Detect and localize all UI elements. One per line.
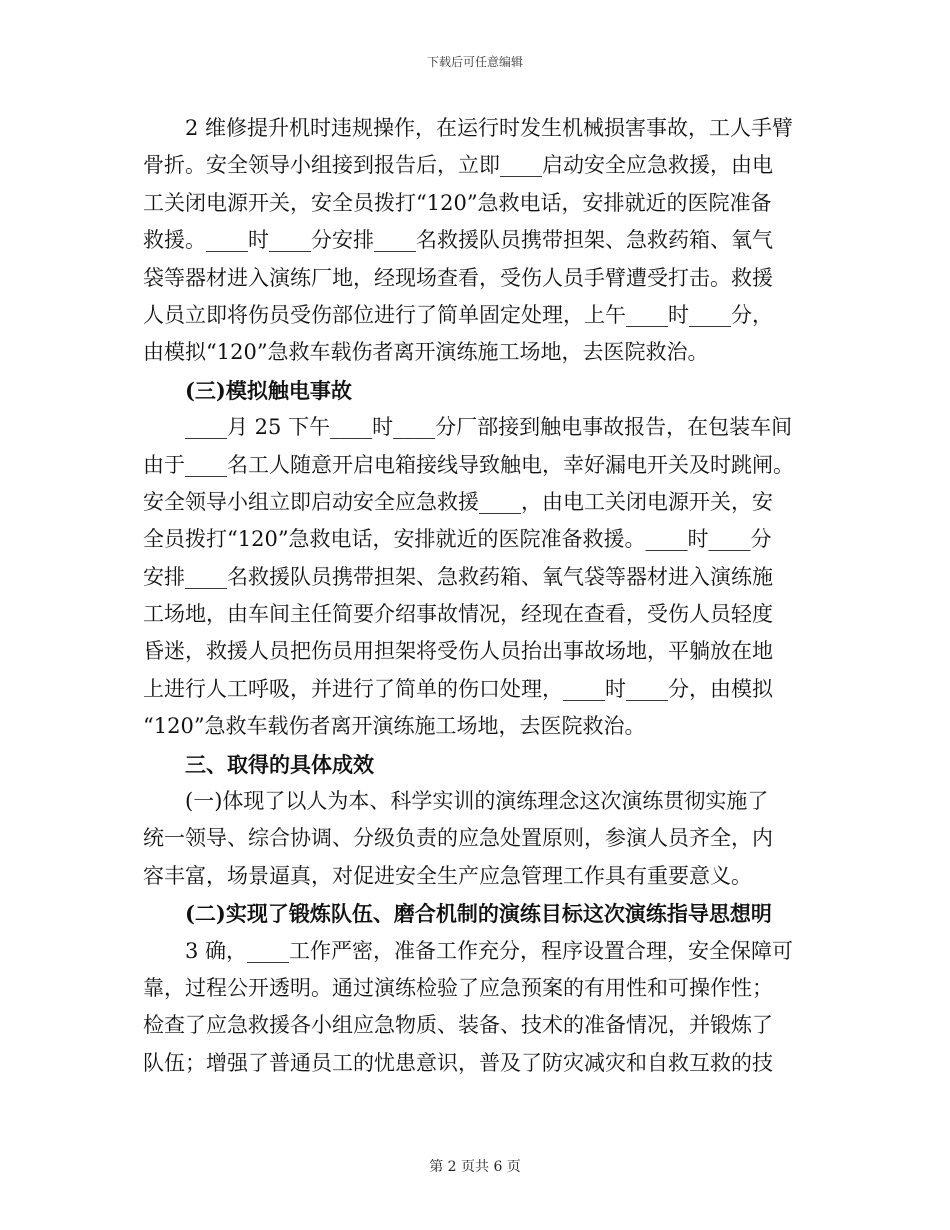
text-line: 上进行人工呼吸，并进行了简单的伤口处理，____时____分，由模拟 bbox=[143, 676, 773, 701]
text-line: 袋等器材进入演练厂地，经现场查看，受伤人员手臂遭受打击。救援 bbox=[143, 265, 773, 290]
text-line: 安全领导小组立即启动安全应急救援____，由电工关闭电源开关，安 bbox=[143, 489, 773, 514]
text-line: 靠，过程公开透明。通过演练检验了应急预案的有用性和可操作性； bbox=[143, 975, 773, 1000]
text-line: 队伍；增强了普通员工的忧患意识，普及了防灾减灾和自救互救的技 bbox=[143, 1050, 773, 1075]
text-line: 工关闭电源开关，安全员拨打“120”急救电话，安排就近的医院准备 bbox=[143, 190, 772, 215]
header-note: 下载后可任意编辑 bbox=[426, 55, 523, 69]
text-line: 安排____名救援队员携带担架、急救药箱、氧气袋等器材进入演练施 bbox=[143, 564, 773, 589]
text-line: 人员立即将伤员受伤部位进行了简单固定处理，上午____时____分， bbox=[143, 302, 773, 327]
text-line: 3 确，____工作严密，准备工作充分，程序设置合理，安全保障可 bbox=[185, 938, 794, 963]
section-heading: (三)模拟触电事故 bbox=[185, 377, 352, 403]
text-line: ____月 25 下午____时____分厂部接到触电事故报告，在包装车间 bbox=[185, 415, 793, 440]
text-line: 救援。____时____分安排____名救援队员携带担架、急救药箱、氧气 bbox=[143, 228, 773, 253]
section-heading: (二)实现了锻炼队伍、磨合机制的演练目标这次演练指导思想明 bbox=[185, 901, 772, 927]
section-heading: 三、取得的具体成效 bbox=[185, 751, 374, 777]
text-line: 由模拟“120”急救车载伤者离开演练施工场地，去医院救治。 bbox=[143, 340, 709, 365]
page-number: 第 2 页共 6 页 bbox=[429, 1159, 521, 1175]
text-line: 全员拨打“120”急救电话，安排就近的医院准备救援。____时____分 bbox=[143, 527, 772, 552]
text-line: 统一领导、综合协调、分级负责的应急处置原则，参演人员齐全，内 bbox=[143, 826, 773, 851]
text-line: 工场地，由车间主任简要介绍事故情况，经现在查看，受伤人员轻度 bbox=[143, 602, 773, 627]
text-line: 昏迷，救援人员把伤员用担架将受伤人员抬出事故场地，平躺放在地 bbox=[143, 639, 773, 664]
text-line: (一)体现了以人为本、科学实训的演练理念这次演练贯彻实施了 bbox=[185, 789, 769, 814]
document-body bbox=[143, 110, 813, 1082]
text-line: “120”急救车载伤者离开演练施工场地，去医院救治。 bbox=[143, 714, 646, 739]
text-line: 骨折。安全领导小组接到报告后，立即____启动安全应急救援，由电 bbox=[143, 153, 773, 178]
text-line: 容丰富，场景逼真，对促进安全生产应急管理工作具有重要意义。 bbox=[143, 863, 752, 888]
text-line: 由于____名工人随意开启电箱接线导致触电，幸好漏电开关及时跳闸。 bbox=[143, 452, 794, 477]
text-line: 2 维修提升机时违规操作，在运行时发生机械损害事故，工人手臂 bbox=[185, 116, 794, 140]
text-line: 检查了应急救援各小组应急物质、装备、技术的准备情况，并锻炼了 bbox=[143, 1013, 773, 1038]
